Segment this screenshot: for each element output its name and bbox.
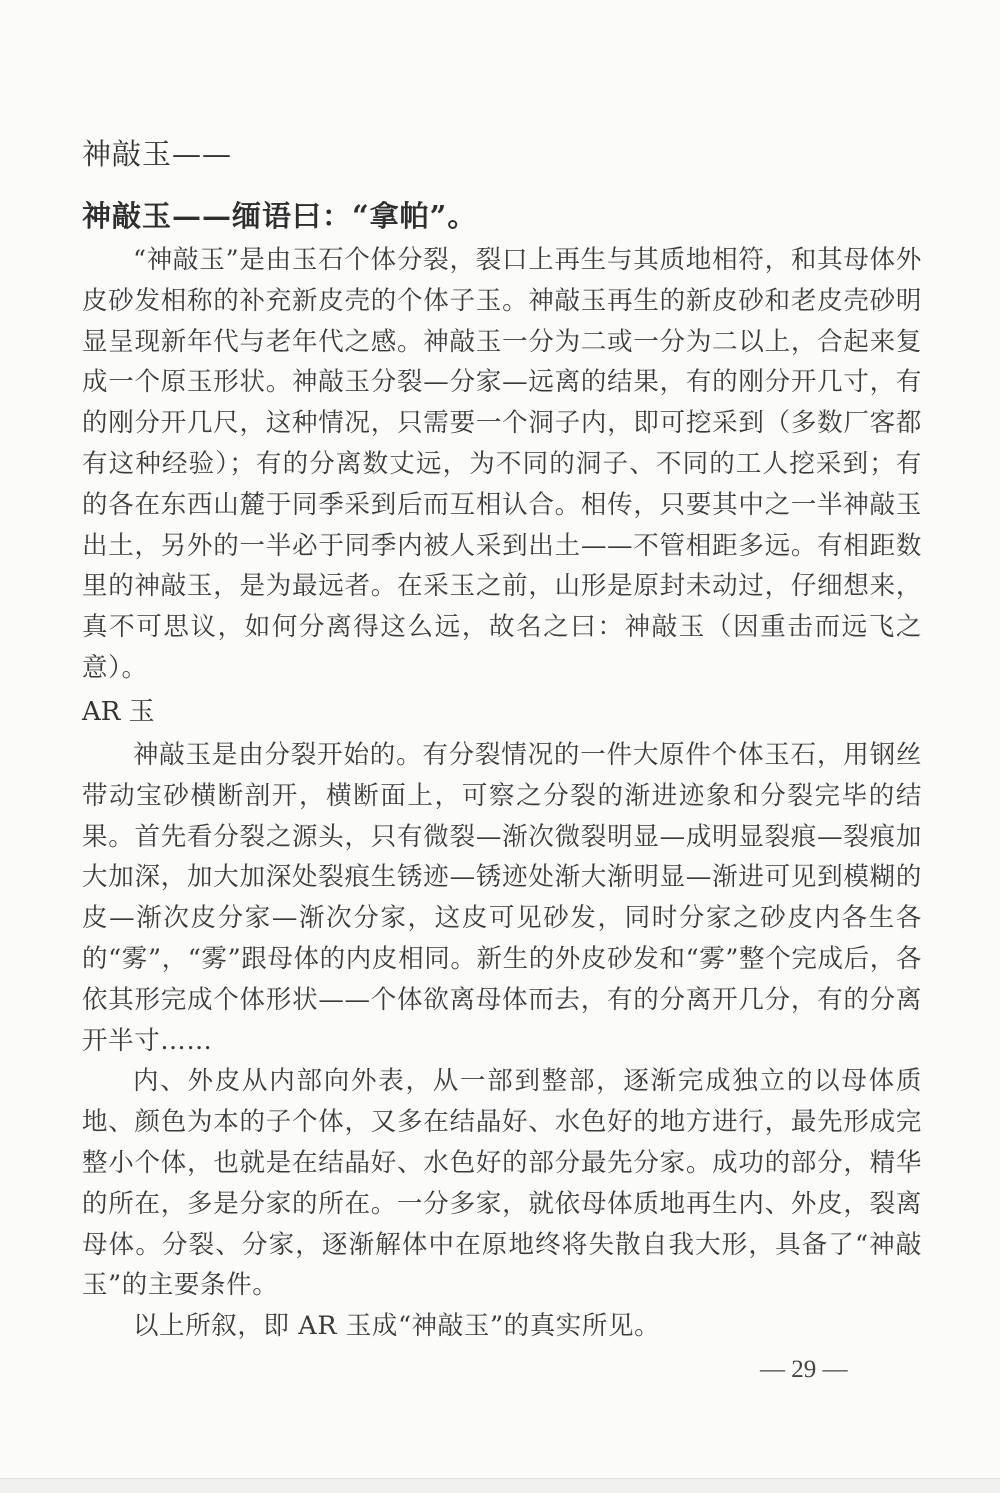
paragraph-4: 以上所叙，即 AR 玉成“神敲玉”的真实所见。 [133,1311,661,1342]
paragraph-3: 内、外皮从内部向外表，从一部到整部，逐渐完成独立的以母体质地、颜色为本的子个体，又多在结晶好、水色好的地方进行，最先形成完整小个体，也就是在结晶好、水色好的部分最先分家。成功的部分，精华的所在，多是分家的所在。一分多家，就依母体质地再生内、外皮，裂离母体。分裂、分家，逐渐解体中在原地终将失散自我大形，具备了“神敲玉”的主要条件。 [82,1066,922,1301]
section-heading-ar: AR 玉 [82,697,155,727]
page-number: — 29 — [760,1356,848,1383]
paragraph-1: “神敲玉”是由玉石个体分裂，裂口上再生与其质地相符，和其母体外皮砂发相称的补充新皮壳的个体子玉。神敲玉再生的新皮砂和老皮壳砂明显呈现新年代与老年代之感。神敲玉一分为二或一分为二以上，合起来复成一个原玉形状。神敲玉分裂—分家—远离的结果，有的刚分开几寸，有的刚分开几尺，这种情况，只需要一个洞子内，即可挖采到（多数厂客都有这种经验）；有的分离数丈远，为不同的洞子、不同的工人挖采到；有的各在东西山麓于同季采到后而互相认合。相传，只要其中之一半神敲玉出土，另外的一半必于同季内被人采到出土——不管相距多远。有相距数里的神敲玉，是为最远者。在采玉之前，山形是原封未动过，仔细想来，真不可思议，如何分离得这么远，故名之曰：神敲玉（因重击而远飞之意）。 [82,245,922,683]
bottom-edge [0,1478,1000,1493]
body-block-2 [82,735,922,1347]
subheading: 神敲玉——缅语曰：“拿帕”。 [82,199,478,233]
body-block-1 [82,240,922,689]
heading-top: 神敲玉—— [82,137,233,171]
paragraph-2: 神敲玉是由分裂开始的。有分裂情况的一件大原件个体玉石，用钢丝带动宝砂横断剖开，横断面上，可察之分裂的渐进迹象和分裂完毕的结果。首先看分裂之源头，只有微裂—渐次微裂明显—成明显裂痕—裂痕加大加深，加大加深处裂痕生锈迹—锈迹处渐大渐明显—渐进可见到模糊的皮—渐次皮分家—渐次分家，这皮可见砂发，同时分家之砂皮内各生各的“雾”，“雾”跟母体的内皮相同。新生的外皮砂发和“雾”整个完成后，各依其形完成个体形状——个体欲离母体而去，有的分离开几分，有的分离开半寸…… [82,740,922,1056]
